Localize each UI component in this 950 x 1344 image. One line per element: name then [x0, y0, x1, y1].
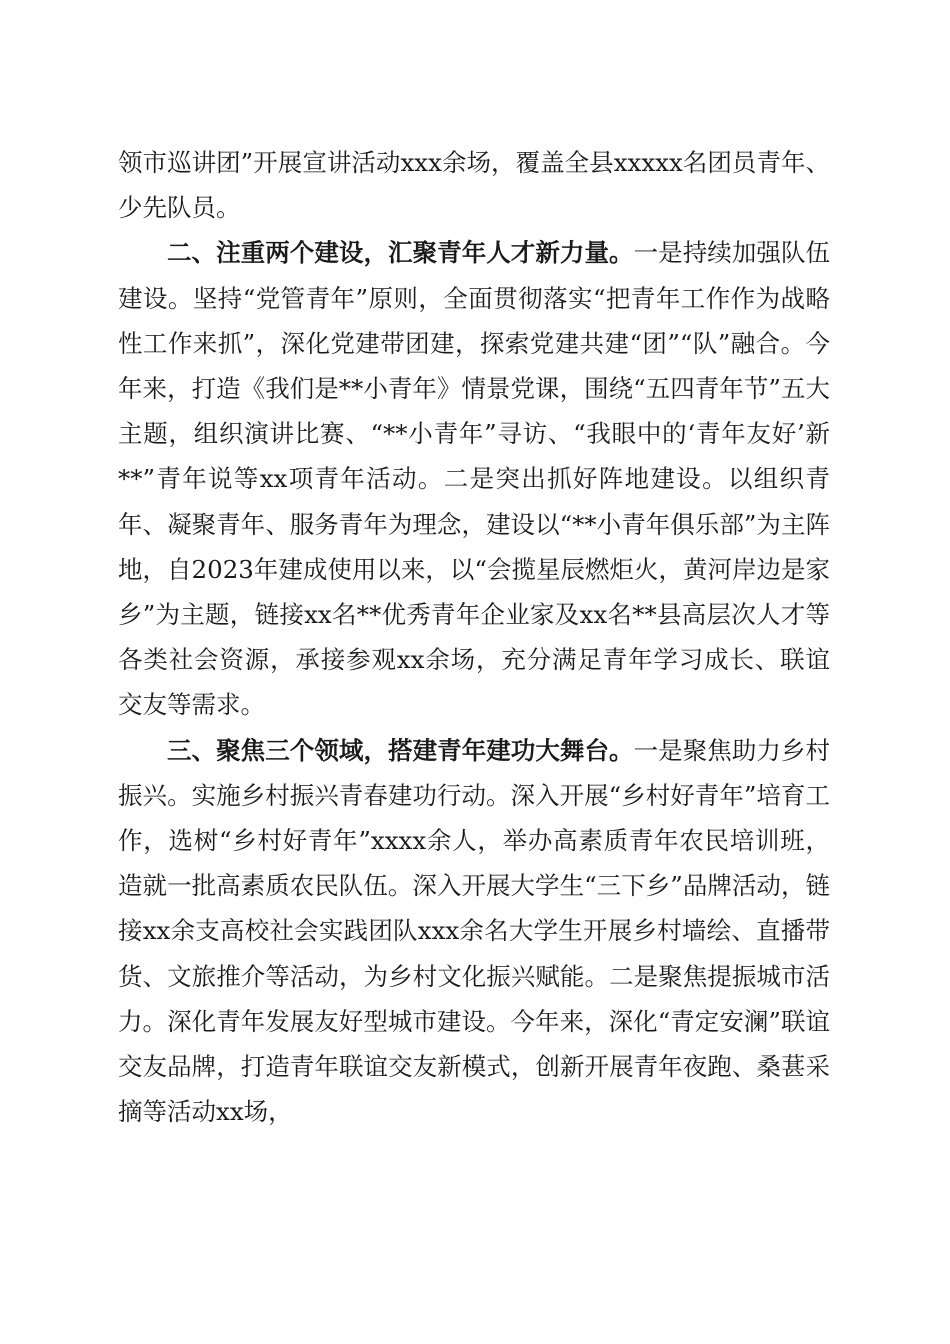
section-heading: 三、聚焦三个领域，搭建青年建功大舞台。 — [167, 735, 634, 765]
paragraph-section-three — [118, 728, 830, 1135]
section-heading: 二、注重两个建设，汇聚青年人才新力量。 — [167, 238, 634, 268]
document-page — [118, 140, 830, 1134]
paragraph-text: 领市巡讲团”开展宣讲活动xxx余场，覆盖全县xxxxx名团员青年、少先队员。 — [118, 148, 830, 223]
paragraph-section-two — [118, 230, 830, 727]
paragraph-text: 一是聚焦助力乡村振兴。实施乡村振兴青春建功行动。深入开展“乡村好青年”培育工作，选树“乡村好青年”xxxx余人，举办高素质青年农民培训班，造就一批高素质农民队伍。深入开展大学生“三下乡”品牌活动，链接xx余支高校社会实践团队xxx余名大学生开展乡村墙绘、直播带货、文旅推介等活动，为乡村文化振兴赋能。二是聚焦提振城市活力。深化青年发展友好型城市建设。今年来，深化“青定安澜”联谊交友品牌，打造青年联谊交友新模式，创新开展青年夜跑、桑葚采摘等活动xx场， — [118, 735, 831, 1127]
paragraph-text: 一是持续加强队伍建设。坚持“党管青年”原则，全面贯彻落实“把青年工作作为战略性工作来抓”，深化党建带团建，探索党建共建“团”“队”融合。今年来，打造《我们是**小青年》情景党课，围绕“五四青年节”五大主题，组织演讲比赛、“**小青年”寻访、“我眼中的‘青年友好’新**”青年说等xx项青年活动。二是突出抓好阵地建设。以组织青年、凝聚青年、服务青年为理念，建设以“**小青年俱乐部”为主阵地，自2023年建成使用以来，以“会揽星辰燃炬火，黄河岸边是家乡”为主题，链接xx名**优秀青年企业家及xx名**县高层次人才等各类社会资源，承接参观xx余场，充分满足青年学习成长、联谊交友等需求。 — [118, 238, 831, 720]
paragraph-continued — [118, 140, 830, 230]
